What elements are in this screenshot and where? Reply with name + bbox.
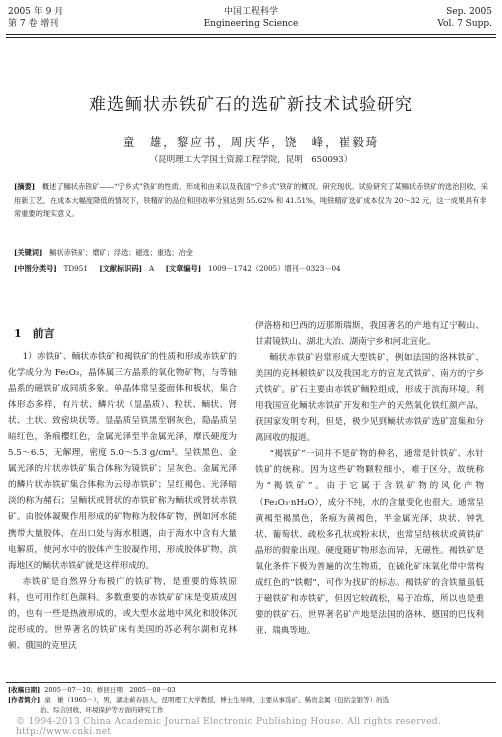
- header-rule-thin: [6, 37, 496, 38]
- header-center: [0, 6, 502, 30]
- clc-label: [中图分类号]: [14, 264, 57, 273]
- footnote-rule: [6, 682, 496, 683]
- article-no-value: 1009－1742（2005）增刊－0323－04: [208, 264, 341, 273]
- received-dates: 2005－07－10；修回日期 2005－08－03: [44, 686, 176, 694]
- body-paragraph: 1）赤铁矿、鲕状赤铁矿和褐铁矿的性质和形成赤铁矿的化学成分为 Fe₂O₃，晶体属三方晶系的氧化物矿物，与等轴晶系的磁铁矿成同质多象。单晶体常呈菱面体和板状，集合体形态多样，有片状、鳞片状（显晶质）、粒状、鲕状、肾状、土状、致密块状等。显晶质呈铁黑至钢灰色，隐晶质呈暗红色，条痕樱红色，金属光泽至半金属光泽，摩氏硬度为 5.5～6.5，无解理，密度 5.0～5.3 g/cm³。呈铁黑色、金属光泽的片状赤铁矿集合体称为镜铁矿；呈灰色、金属光泽的鳞片状赤铁矿集合体称为云母赤铁矿；呈红褐色、光泽暗淡的称为赭石；呈鲕状或肾状的赤铁矿称为鲕状或肾状赤铁矿。由胶体凝聚作用形成的矿物称为胶体矿物，例如河水能携带大量胶体，在出口处与海水相遇，由于海水中含有大量电解质，使河水中的胶体产生胶凝作用，形成胶体矿物，滨海地区的鲕状赤铁矿就是这样形成的。: [8, 352, 237, 571]
- body-paragraph: “褐铁矿”一词并不是矿物的种名，通常是针铁矿、水针铁矿的统称。因为这些矿物颗粒细小，难于区分，故统称为“褐铁矿”。由于它属于含铁矿物的风化产物（Fe₂O₃·nH₂O），成分不纯，水的含量变化也很大。通常呈黄褐至褐黑色，条痕为黄褐色，半金属光泽，块状、钟乳状、葡萄状、疏松多孔状或粉末状，也常呈结核状或黄铁矿晶形的假象出现。硬度随矿物形态而异，无磁性。褐铁矿是氧化条件下极为普遍的次生物质，在硫化矿床氧化带中常构成红色的“铁帽”，可作为找矿的标志。褐铁矿的含铁量虽低于磁铁矿和赤铁矿，但因它较疏松，易于冶炼，所以也是重要的铁矿石。世界著名矿产地是法国的洛林、德国的巴伐利亚、瑞典等地。: [255, 449, 484, 636]
- article-no-label: [文章编号]: [165, 264, 202, 273]
- affiliation: （昆明理工大学国土资源工程学院，昆明 650093）: [149, 155, 353, 165]
- doc-code-value: A: [148, 264, 155, 273]
- footnote-author-cont: 治、综合回收、环境保护等方面的研究工作: [40, 706, 164, 714]
- abstract-text: 概述了鲕状赤铁矿——“宁乡式”铁矿的性质、形成和由来以及我国“宁乡式”铁矿的概况。研究现状。试验研究了某鲕状赤铁矿的选治回收，采用新工艺，在成本大幅度降低的情况下，铁精矿的品位和回收率分别达到 55.62% 和 41.51%，吨铁精矿选矿成本仅为 20～32 元，这一成果具有非常重要的现实意义。: [14, 182, 489, 218]
- paper-title: 难选鲕状赤铁矿石的选矿新技术试验研究: [89, 95, 413, 115]
- header-right: [437, 6, 492, 30]
- running-header: [0, 4, 502, 40]
- journal-name-cn: 中国工程科学: [223, 7, 278, 17]
- keywords-label: [关键词]: [14, 248, 43, 257]
- journal-name-en: Engineering Science: [203, 19, 299, 29]
- received-label: [收稿日期]: [8, 686, 41, 694]
- abstract-label: [摘要]: [14, 182, 36, 191]
- header-rule: [6, 34, 496, 35]
- body-paragraph: 鲕状赤铁矿岩常形成大型铁矿，例如法国的洛林铁矿、美国的克林顿铁矿以及我国北方的宣龙式铁矿、南方的宁乡式铁矿。矿石主要由赤铁矿鲕粒组成，形成于滨海环境。利用我国宣化鲕状赤铁矿开发和生产的天然氧化铁红颜产品，获国家发明专利，但是，极少见到鲕状赤铁矿选矿富集和分离回收的报道。: [255, 353, 484, 444]
- header-volume-en: Vol. 7 Supp.: [437, 19, 492, 29]
- author-list: 童 雄，黎应书，周庆华，饶 峰，崔毅琦: [122, 135, 380, 149]
- keywords: [14, 246, 492, 260]
- footnote-author: [8, 695, 389, 705]
- classification-line: [14, 262, 492, 276]
- header-date-en: Sep. 2005: [446, 7, 492, 17]
- clc-value: TD951: [63, 264, 88, 273]
- keywords-text: 鲕状赤铁矿；磨矿；浮选；磁选；重选；冶金: [49, 248, 193, 257]
- body-paragraph: 伊洛格和巴西的迈那斯瑞斯，我国著名的产地有辽宁鞍山、甘肃镜铁山、湖北大冶、湖南宁乡和河北宣化。: [255, 321, 484, 348]
- body-paragraph: 赤铁矿是自然界分布极广的铁矿物，是重要的炼铁原料，也可用作红色颜料。多数重要的赤铁矿矿床是变质成因的，也有一些是热液形成的，或大型水盆地中风化和胶体沉淀形成的。世界著名的铁矿床有美国的苏必利尔湖和克林顿、俄国的克里沃: [8, 576, 237, 651]
- author-info: 童 雄（1965－），男，湖北蕲春县人，昆明理工大学教授，博士生导师，主要从事选矿、稀贵金属（包括金银等）的选: [44, 696, 390, 704]
- doc-code-label: [文献标识码]: [99, 264, 143, 273]
- copyright-watermark: © 1994-2013 China Academic Journal Electronic Publishing House. All rights reserved. http://www.cnki.net: [16, 717, 451, 737]
- author-info-label: [作者简介]: [8, 696, 41, 704]
- header-volume-cn: 第 7 卷 增刊: [8, 19, 59, 29]
- body-column-right: [255, 318, 484, 639]
- header-date: 2005 年 9 月: [8, 7, 64, 17]
- section-heading: 1 前言: [14, 327, 55, 340]
- footnote-received: [8, 685, 175, 695]
- body-column-left: [8, 349, 237, 654]
- abstract: [14, 180, 492, 221]
